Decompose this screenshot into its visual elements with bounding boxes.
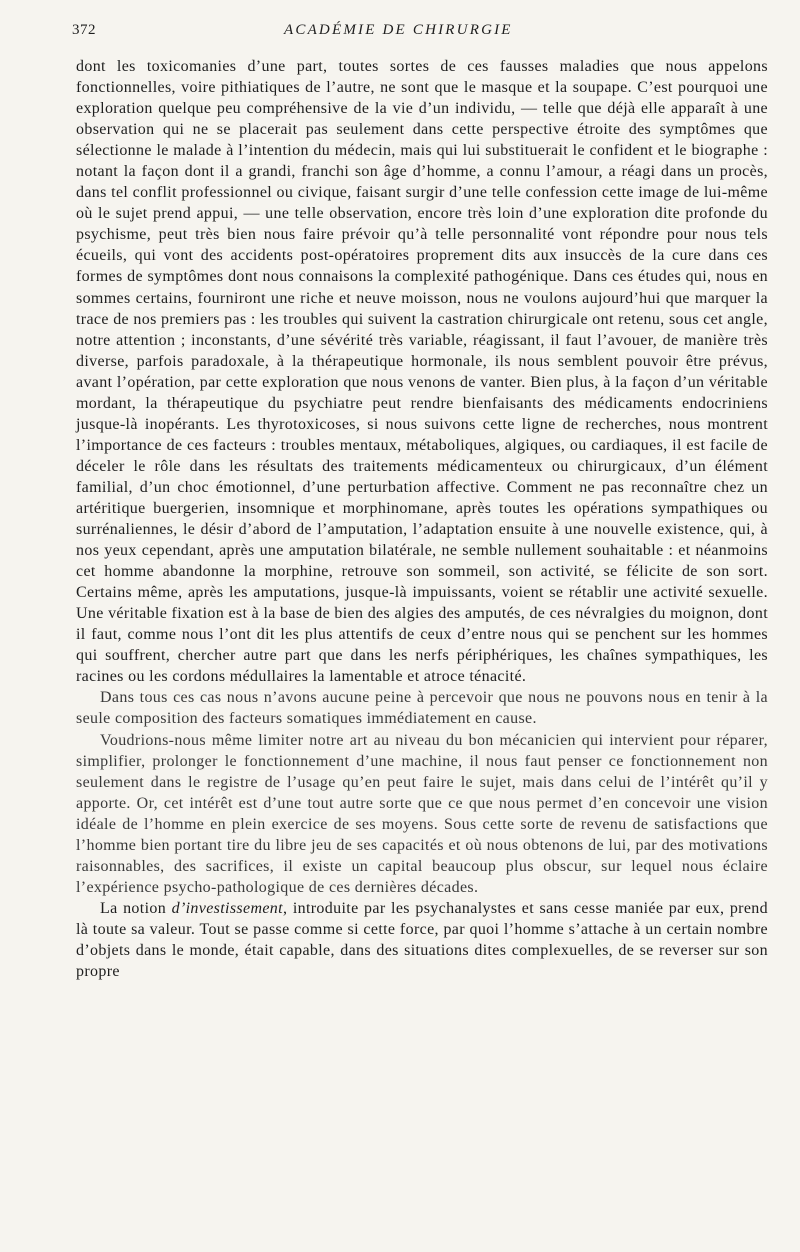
paragraph-4-lead: La notion (100, 899, 172, 917)
paragraph-2: Dans tous ces cas nous n’avons aucune peine à percevoir que nous ne pouvons nous en tenir à la seule composition des facteurs somatiques immédiatement en cause. (76, 689, 768, 728)
emphasis-investissement: d’investissement (171, 899, 283, 917)
page-number: 372 (72, 22, 96, 38)
paragraph-4-rest: , introduite par les psychanalystes et sans cesse maniée par eux, prend là toute sa valeur. Tout se passe comme si cette force, par quoi l’homme s’attache à un certain nombre d’objets dans le monde, était capable, dans des situations dites complexuelles, de se reverser sur son propre (76, 899, 768, 981)
paragraph-1: dont les toxicomanies d’une part, toutes sortes de ces fausses maladies que nous appelons fonctionnelles, voire pithiatiques de l’autre, ne sont que le masque et la soupape. C’est pourquoi une exploration quelque peu compréhensive de la vie d’un individu, — telle que déjà elle apparaît à une observation qui ne se placerait pas seulement dans cette perspective étroite des symptômes que sélectionne le malade à l’intention du médecin, mais qui lui substituerait le confident et le biographe : notant la façon dont il a grandi, franchi son âge d’homme, a connu l’amour, a réagi dans un procès, dans tel conflit professionnel ou civique, faisant surgir d’une telle confession cette image de lui-même où le sujet prend appui, — une telle observation, encore très loin d’une exploration dite profonde du psychisme, peut très bien nous faire prévoir qu’à telle personnalité vont répondre pour nous tels écueils, qui vont des accidents post-opératoires proprement dits aux insuccès de la cure dans ces formes de symptômes dont nous connaisons la complexité pathogénique. Dans ces études qui, nous en sommes certains, fourniront une riche et neuve moisson, nous ne voulons aujourd’hui que marquer la trace de nos premiers pas : les troubles qui suivent la castration chirurgicale ont retenu, sous cet angle, notre attention ; inconstants, d’une sévérité très variable, réagissant, il faut l’avouer, de manière très diverse, parfois paradoxale, à la thérapeutique hormonale, ils nous semblent pouvoir être prévus, avant l’opération, par cette exploration que nous venons de vanter. Bien plus, à la façon d’un véritable mordant, la thérapeutique du psychiatre peut rendre bienfaisants des médicaments endocriniens jusque-là inopérants. Les thyrotoxicoses, si nous suivons cette ligne de recherches, nous montrent l’importance de ces facteurs : troubles mentaux, métaboliques, algiques, ou cardiaques, il est facile de déceler le rôle dans les résultats des traitements médicamenteux ou chirurgicaux, d’un élément familial, d’un choc émotionnel, d’une perturbation affective. Comment ne pas reconnaître chez un artéritique buergerien, insomnique et morphinomane, après toutes les opérations sympathiques ou surrénaliennes, le désir d’abord de l’amputation, l’adaptation ensuite à une nouvelle existence, qui, à nos yeux cependant, après une amputation bilatérale, ne semble nullement souhaitable : et néanmoins cet homme abandonne la morphine, retrouve son sommeil, son activité, se félicite de son sort. Certains même, après les amputations, jusque-là impuissants, voient se rétablir une activité sexuelle. Une véritable fixation est à la base de bien des algies des amputés, de ces névralgies du moignon, dont il faut, comme nous l’ont dit les plus attentifs de ceux d’entre nous qui se penchent sur les hommes qui souffrent, chercher autre part que dans les nerfs périphériques, les chaînes sympathiques, les racines ou les cordons médullaires la lamentable et atroce ténacité. (76, 58, 768, 686)
paragraph-4 (76, 898, 768, 982)
paragraph-3: Voudrions-nous même limiter notre art au niveau du bon mécanicien qui intervient pour réparer, simplifier, prolonger le fonctionnement d’une machine, il nous faut penser ce fonctionnement non seulement dans le registre de l’usage qu’en peut faire le sujet, mais dans celui de l’intérêt qu’il y apporte. Or, cet intérêt est d’une tout autre sorte que ce que nous permet d’en concevoir une vision idéale de l’homme en plein exercice de ses moyens. Sous cette sorte de revenu de satisfactions que l’homme bien portant tire du libre jeu de ses capacités et où nous obtenons de lui, par des motivations raisonnables, des sacrifices, il existe un capital beaucoup plus obscur, sur lequel nous éclaire l’expérience psycho-pathologique de ces dernières décades. (76, 731, 768, 896)
body-text (76, 56, 768, 982)
page-header (72, 22, 770, 44)
running-title: ACADÉMIE DE CHIRURGIE (284, 22, 513, 38)
